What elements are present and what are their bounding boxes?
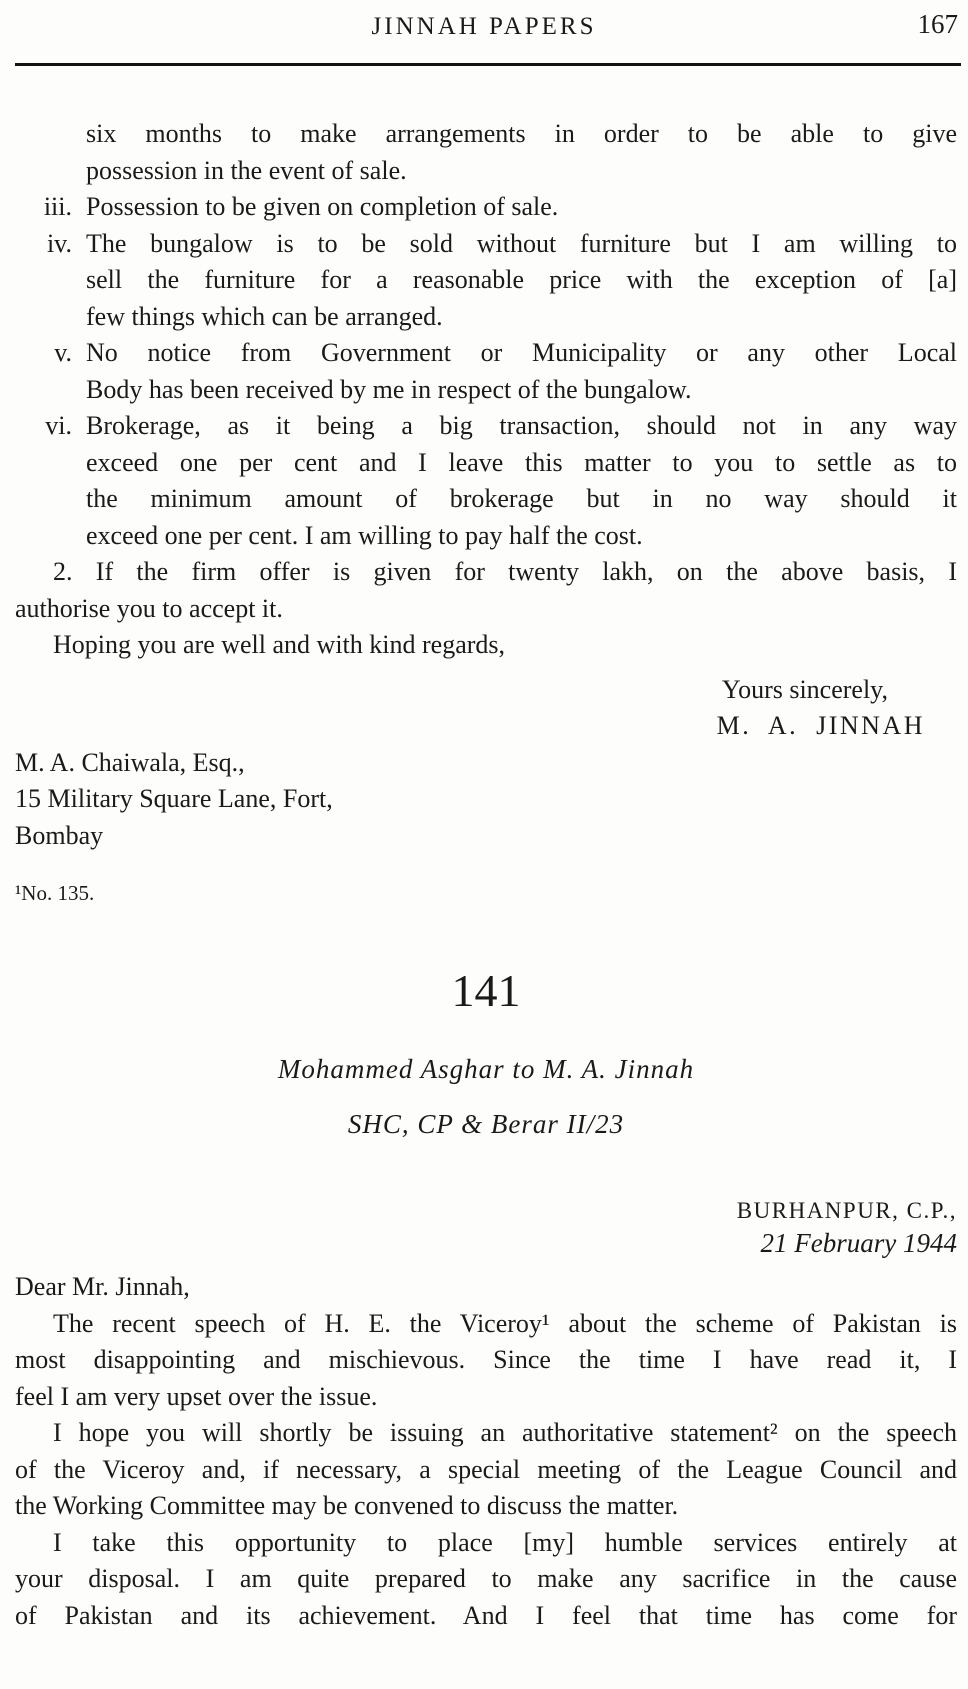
text-line: the Working Committee may be convened to discuss the matter. [15, 1491, 679, 1520]
paragraph [15, 1306, 957, 1416]
text-line: six months to make arrangements in order to be able to give [86, 119, 957, 148]
list-item-continuation [15, 116, 957, 189]
list-item-v [15, 335, 957, 408]
text-line: Possession to be given on completion of sale. [86, 192, 559, 221]
text-line: I take this opportunity to place [my] humble services entirely at [53, 1527, 957, 1557]
text-line: most disappointing and mischievous. Since the time I have read it, I [15, 1345, 957, 1374]
letter1-closing [15, 672, 957, 745]
list-item-iv [15, 226, 957, 336]
document-source-reference: SHC, CP & Berar II/23 [347, 1109, 625, 1139]
list-item-vi [15, 408, 957, 554]
text-line: feel I am very upset over the issue. [15, 1381, 378, 1411]
page-header [0, 0, 968, 42]
date-line: 21 February 1944 [760, 1228, 957, 1258]
text-line: The recent speech of H. E. the Viceroy¹ about the scheme of Pakistan is [53, 1308, 957, 1338]
text-line: 2. If the firm offer is given for twenty lakh, on the above basis, I [53, 557, 957, 586]
letter2-paragraphs [15, 1306, 957, 1635]
paragraph [15, 1415, 957, 1525]
text-line: the minimum amount of brokerage but in no way should it [86, 484, 957, 513]
place-date-block [15, 1194, 957, 1260]
text-line: of Pakistan and its achievement. And I feel that time has come for [15, 1600, 957, 1630]
paragraph [15, 1525, 957, 1635]
text-line: of the Viceroy and, if necessary, a special meeting of the League Council and [15, 1454, 957, 1484]
list-item-text [86, 226, 957, 336]
document-number: 141 [451, 965, 521, 1016]
list-item-text [86, 116, 957, 189]
page-number: 167 [917, 9, 958, 39]
text-line: exceed one per cent and I leave this matter to you to settle as to [86, 447, 957, 477]
footnote: ¹No. 135. [15, 881, 95, 905]
text-line: exceed one per cent. I am willing to pay half the cost. [86, 520, 643, 550]
text-line: Hoping you are well and with kind regards, [53, 630, 506, 659]
text-line: possession in the event of sale. [86, 155, 407, 185]
recipient-address [15, 745, 957, 855]
text-line: The bungalow is to be sold without furniture but I am willing to [86, 228, 957, 258]
text-line: No notice from Government or Municipality or any other Local [86, 338, 957, 367]
text-line: your disposal. I am quite prepared to make any sacrifice in the cause [15, 1564, 957, 1593]
page-content [0, 116, 968, 1634]
list-item-text [86, 189, 957, 226]
document-title: Mohammed Asghar to M. A. Jinnah [277, 1054, 695, 1084]
text-line: sell the furniture for a reasonable price with the exception of [a] [86, 265, 957, 294]
letter1-terms-list [15, 116, 957, 554]
list-item-marker: iii. [43, 192, 72, 221]
address-line: 15 Military Square Lane, Fort, [15, 784, 333, 813]
address-line: Bombay [15, 820, 104, 850]
list-item-marker: v. [54, 338, 72, 367]
running-head-title: JINNAH PAPERS [371, 13, 597, 40]
text-line: Brokerage, as it being a big transaction, should not in any way [86, 411, 957, 440]
paragraph [15, 627, 957, 664]
list-item-marker: iv. [46, 228, 72, 258]
list-item-iii [15, 189, 957, 226]
list-item-marker [15, 116, 86, 189]
address-line: M. A. Chaiwala, Esq., [15, 747, 245, 777]
list-item-marker: vi. [45, 411, 72, 440]
text-line: I hope you will shortly be issuing an authoritative statement² on the speech [53, 1418, 957, 1447]
text-line: few things which can be arranged. [86, 301, 443, 331]
paragraph [15, 554, 957, 627]
signature: M. A. JINNAH [716, 711, 925, 740]
text-line: Body has been received by me in respect of the bungalow. [86, 374, 692, 404]
list-item-text [86, 335, 957, 408]
list-item-text [86, 408, 957, 554]
letter1-paragraphs [15, 554, 957, 664]
valediction: Yours sincerely, [721, 674, 888, 704]
salutation: Dear Mr. Jinnah, [15, 1272, 190, 1301]
header-rule [15, 63, 961, 66]
text-line: authorise you to accept it. [15, 593, 283, 623]
place-line: BURHANPUR, C.P., [736, 1198, 957, 1223]
